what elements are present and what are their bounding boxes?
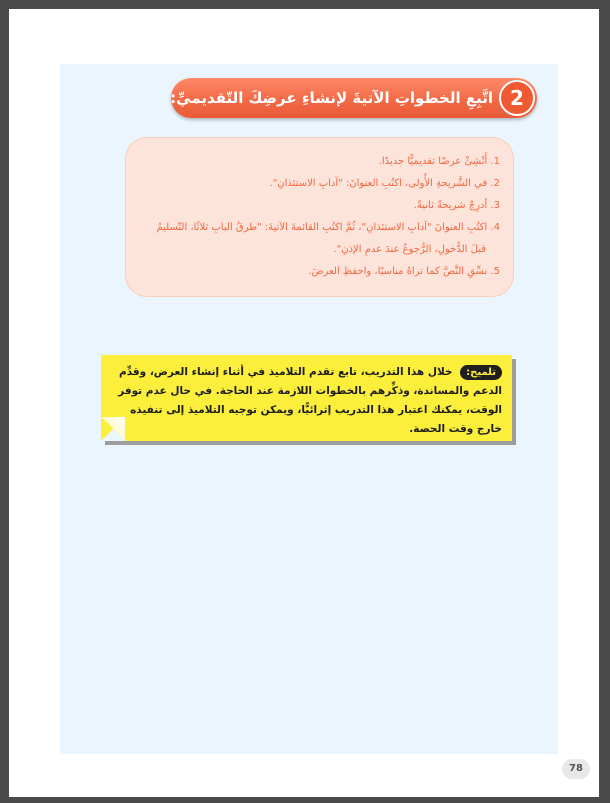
- step-item: 4. اكتُبِ العنوانَ "آدابِ الاستئذانِ"، ثُمَّ اكتُبِ القائمةَ الآتيةَ: "طرقُ البابِ ثلاثًا، التّسليمُ: [156, 222, 500, 233]
- tip-label: تلميح:: [460, 365, 502, 380]
- step-item: 2. في الشَّريحةِ الأُولى، اكتُبِ العنوانَ: "آدابِ الاستئذانِ".: [269, 178, 500, 189]
- steps-box: [125, 137, 514, 297]
- section-number-badge: 2: [499, 80, 535, 116]
- step-item: 3. أدرِجْ شريحةً ثانيةً.: [413, 200, 500, 211]
- step-item: 1. أَنْشِئْ عرضًا تقديميًّا جديدًا.: [378, 156, 500, 167]
- folded-corner-highlight: [101, 417, 125, 441]
- section-header: [171, 78, 537, 118]
- tip-note: [101, 355, 512, 441]
- content-panel: [60, 64, 558, 754]
- page-number-badge: 78: [562, 759, 590, 779]
- section-title: اتَّبِعِ الخطواتِ الآتيةَ لإنشاءِ عرضِكَ التّقديميِّ:: [170, 89, 493, 107]
- steps-list: [139, 151, 500, 283]
- step-item-continuation: قبلَ الدُّخولِ، الرُّجوعُ عندَ عدمِ الإذنِ".: [333, 244, 486, 255]
- tip-body: [111, 363, 502, 439]
- page: [9, 9, 599, 797]
- step-item: 5. نسِّقِ النَّصَّ كما تراهُ مناسبًا، واحفظِ العرضَ.: [308, 266, 500, 277]
- tip-text: خلال هذا التدريب، تابع تقدم التلاميذ في أثناء إنشاء العرض، وقدِّم الدعم والمساندة، وذكِّرهم بالخطوات اللازمة عند الحاجة. في حال عدم توفر الوقت، يمكنك اعتبار هذا التدريب إثرائيًّا، ويمكن توجيه التلاميذ إلى تنفيذه خارج وقت الحصة.: [118, 366, 502, 435]
